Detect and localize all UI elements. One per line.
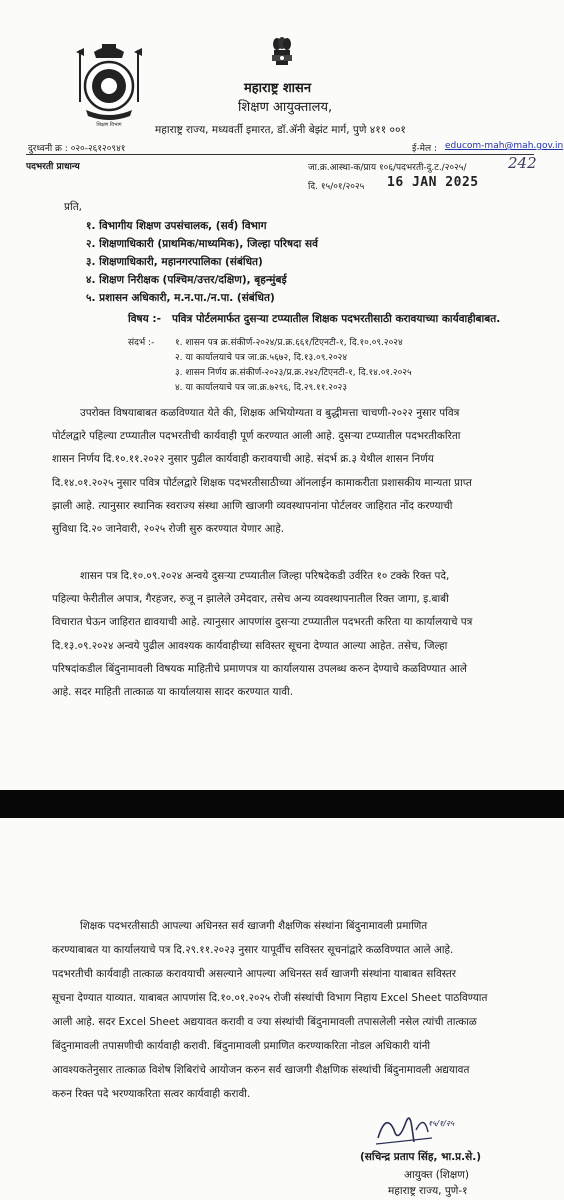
letter-date: दि. १५/०१/२०२५: [308, 182, 365, 192]
subject-text: पवित्र पोर्टलमार्फत दुसऱ्या टप्प्यातील शिक्षक पदभरतीसाठी करावयाच्या कार्यवाहीबाबत.: [172, 313, 501, 325]
paragraph-1-line: उपरोक्त विषयाबाबत कळविण्यात येते की, शिक्षक अभियोग्यता व बुद्धीमत्ता चाचणी-२०२२ नुसार पवित्र: [80, 407, 460, 419]
paragraph-3-line: पदभरतीची कार्यवाही तात्काळ करावयाची असल्याने आपल्या अधिनस्त सर्व खाजगी संस्थांना याबाबत सविस्तर: [52, 968, 456, 980]
date-stamp: 16 JAN 2025: [387, 175, 479, 190]
paragraph-3-line: सूचना देण्यात याव्यात. याबाबत आपणांस दि.१०.०१.२०२५ रोजी संस्थांची विभाग निहाय Excel Sheet पाठविण्यात: [52, 992, 488, 1004]
page-separator: [0, 790, 564, 818]
education-dept-logo: [72, 42, 146, 128]
header-divider: [26, 154, 534, 155]
paragraph-3-line: करुन रिक्त पदे भरण्याकरिता सत्वर कार्यवाही करावी.: [52, 1088, 251, 1100]
reference-2: २. या कार्यालयाचे पत्र जा.क्र.५६७२, दि.१३.०९.२०२४: [175, 353, 347, 363]
svg-text:शिक्षण विभाग: शिक्षण विभाग: [96, 122, 122, 128]
paragraph-2-line: शासन पत्र दि.१०.०९.२०२४ अन्वये दुसऱ्या टप्प्यातील जिल्हा परिषदेकडी उर्वरित १० टक्के रिक्त पदे,: [80, 570, 450, 582]
paragraph-1-line: दि.१४.०१.२०२५ नुसार पवित्र पोर्टलद्वारे शिक्षक पदभरतीसाठीच्या ऑनलाईन कामाकरीता प्रशासकीय मान्यता प्राप्त: [52, 476, 472, 489]
signatory-place: महाराष्ट्र राज्य, पुणे-१: [388, 1185, 468, 1197]
paragraph-1-line: पोर्टलद्वारे पहिल्या टप्प्यातील पदभरतीची कार्यवाही पूर्ण करण्यात आली आहे. दुसऱ्या टप्प्यातील पदभरतीकरिता: [52, 430, 461, 443]
dept-title: शिक्षण आयुक्तालय,: [238, 100, 333, 115]
recipient-2: २. शिक्षणाधिकारी (प्राथमिक/माध्यमिक), जिल्हा परिषदा सर्व: [86, 238, 318, 250]
paragraph-3-line: शिक्षक पदभरतीसाठी आपल्या अधिनस्त सर्व खाजगी शैक्षणिक संस्थांना बिंदुनामावली प्रमाणित: [80, 920, 428, 932]
reference-number: जा.क्र.आस्था-क/प्राय १०६/पदभरती-दु.ट./२०२५/: [308, 163, 467, 173]
reference-3: ३. शासन निर्णय क्र.संकीर्ण-२०२३/प्र.क्र.२४२/टिएनटी-१, दि.१४.०१.२०२५: [175, 368, 412, 378]
phone-number: दुरध्वनी क्र : ०२०-२६१२०९४१: [28, 144, 126, 154]
signature-date: १५/१/२५: [428, 1119, 455, 1128]
paragraph-1-line: झाली आहे. त्यानुसार स्थानिक स्वराज्य संस्था आणि खाजगी व्यवस्थापनांना पोर्टलवर जाहिरात नोंद करण्याची: [52, 499, 453, 512]
paragraph-3-line: आली आहे. सदर Excel Sheet अद्ययावत करावी व ज्या संस्थांची बिंदुनामावली तपासलेली नसेल त्यांची तात्काळ: [52, 1016, 477, 1028]
state-emblem-logo: [270, 36, 294, 72]
recipient-4: ४. शिक्षण निरीक्षक (पश्चिम/उत्तर/दक्षिण), बृहन्मुंबई: [86, 274, 287, 286]
paragraph-1: [52, 402, 522, 541]
to-label: प्रति,: [64, 201, 83, 213]
handwritten-outward-number: 242: [508, 154, 537, 172]
paragraph-2-line: दि.१३.०९.२०२४ अन्वये पुढील आवश्यक कार्यवाहीच्या सविस्तर सूचना देण्यात आल्या आहेत. तसेच, जिल्हा: [52, 639, 448, 652]
letter-page-2: [0, 818, 564, 1200]
handwritten-signature: [372, 1108, 455, 1152]
reference-4: ४. या कार्यालयाचे पत्र जा.क्र.७२९६, दि.२९.११.२०२३: [175, 383, 347, 393]
section-label: पदभरती प्राधान्य: [26, 162, 80, 172]
paragraph-2-line: आहे. सदर माहिती तात्काळ या कार्यालयास सादर करण्यात यावी.: [52, 686, 294, 699]
paragraph-1-line: सुविधा दि.२० जानेवारी, २०२५ रोजी सुरु करण्यात येणार आहे.: [52, 523, 285, 536]
email-link[interactable]: educom-mah@mah.gov.in: [445, 141, 564, 151]
reference-1: १. शासन पत्र क्र.संकीर्ण-२०२४/प्र.क्र.६६१/टिएनटी-१, दि.१०.०९.२०२४: [175, 338, 403, 348]
office-address: महाराष्ट्र राज्य, मध्यवर्ती इमारत, डॉ.ॲनी बेझंट मार्ग, पुणे ४११ ००१: [155, 124, 406, 136]
recipient-5: ५. प्रशासन अधिकारी, म.न.पा./न.पा. (संबंधित): [86, 292, 275, 304]
paragraph-2: [52, 565, 522, 704]
email-label: ई-मेल :: [412, 144, 438, 154]
subject-label: विषय :-: [128, 313, 161, 325]
signatory-designation: आयुक्त (शिक्षण): [404, 1169, 469, 1181]
paragraph-3-line: आवश्यकतेनुसार तात्काळ विशेष शिबिरांचे आयोजन करुन सर्व खाजगी शैक्षणिक संस्थांची बिंदुनामावली अद्ययावत: [52, 1064, 470, 1076]
recipient-3: ३. शिक्षणाधिकारी, महानगरपालिका (संबंधित): [86, 256, 263, 268]
paragraph-2-line: परिषदांकडील बिंदुनामावली विषयक माहितीचे प्रमाणपत्र या कार्यालयास उपलब्ध करुन देण्याचे कळविण्यात आले: [52, 662, 467, 675]
paragraph-3-line: करण्याबाबत या कार्यालयाचे पत्र दि.२९.११.२०२३ नुसार यापूर्वीच सविस्तर सूचनांद्वारे कळविण्यात आले आहे.: [52, 944, 454, 956]
references-label: संदर्भ :-: [128, 338, 155, 348]
paragraph-3-line: बिंदुनामावली तपासणीची कार्यवाही करावी. बिंदुनामावली प्रमाणित करण्याकरिता नोडल अधिकारी यांनी: [52, 1040, 431, 1052]
paragraph-3: [52, 914, 522, 1106]
paragraph-2-line: विचारात घेऊन जाहिरात द्यावयाची आहे. त्यानुसार आपणांस दुसऱ्या टप्प्यातील पदभरती करिता या कार्यालयाचे पत्र: [52, 616, 473, 629]
gov-title: महाराष्ट्र शासन: [244, 81, 312, 96]
recipient-1: १. विभागीय शिक्षण उपसंचालक, (सर्व) विभाग: [86, 220, 267, 232]
signatory-name: (सचिन्द्र प्रताप सिंह, भा.प्र.से.): [360, 1151, 482, 1163]
paragraph-1-line: शासन निर्णय दि.१०.११.२०२२ नुसार पुढील कार्यवाही करावयाची आहे. संदर्भ क्र.३ येथील शासन निर्णय: [52, 453, 434, 466]
paragraph-2-line: पहिल्या फेरीतील अपात्र, गैरहजर, रुजू न झालेले उमेदवार, तसेच अन्य व्यवस्थापनातील रिक्त जागा, इ.बाबी: [52, 593, 449, 606]
